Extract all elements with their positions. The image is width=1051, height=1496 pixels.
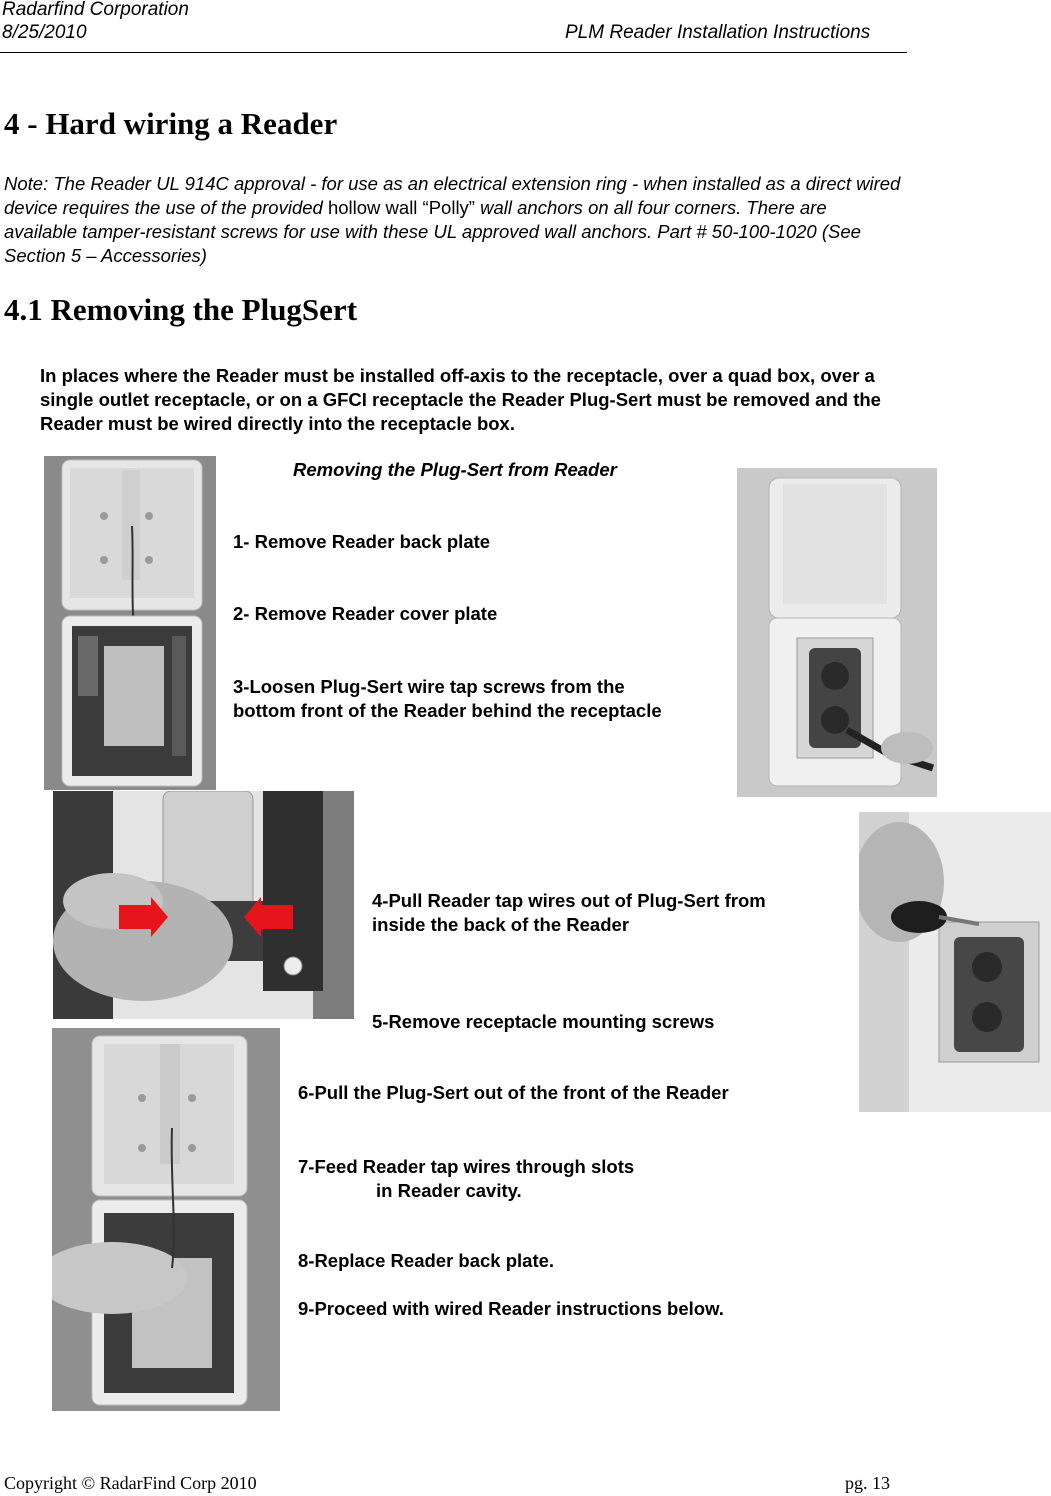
step-3-line1: 3-Loosen Plug-Sert wire tap screws from the bbox=[233, 676, 625, 697]
section-note bbox=[4, 172, 904, 268]
step-4-line1: 4-Pull Reader tap wires out of Plug-Sert from bbox=[372, 890, 766, 911]
header-date: 8/25/2010 bbox=[2, 22, 87, 43]
photo-reader-receptacle bbox=[737, 468, 937, 797]
step-5: 5-Remove receptacle mounting screws bbox=[372, 1011, 715, 1032]
step-7-line1: 7-Feed Reader tap wires through slots bbox=[298, 1156, 635, 1177]
step-8: 8-Replace Reader back plate. bbox=[298, 1250, 555, 1271]
subsection-intro: In places where the Reader must be installed off-axis to the receptacle, over a quad box, over a single outlet receptacle, or on a GFCI receptacle the Reader Plug-Sert must be removed and the Reader must be wired directly into the receptacle box. bbox=[40, 365, 881, 434]
photo-remove-receptacle-screws bbox=[859, 812, 1051, 1112]
figure-caption: Removing the Plug-Sert from Reader bbox=[293, 459, 617, 480]
section-title: 4 - Hard wiring a Reader bbox=[4, 106, 338, 141]
step-7-line2: in Reader cavity. bbox=[376, 1180, 522, 1201]
note-part2: wall anchors on all four corners. There are available tamper-resistant screws for use with these UL approved wall anchors. Part # 50-100-1020 (See Section 5 – Accessories) bbox=[4, 197, 861, 266]
step-6: 6-Pull the Plug-Sert out of the front of the Reader bbox=[298, 1082, 729, 1103]
footer-copyright: Copyright © RadarFind Corp 2010 bbox=[4, 1473, 257, 1493]
subsection-title: 4.1 Removing the PlugSert bbox=[4, 292, 358, 327]
photo-pull-tap-wires bbox=[53, 791, 354, 1019]
photo-reader-open bbox=[44, 456, 216, 790]
header-doc-title: PLM Reader Installation Instructions bbox=[565, 22, 871, 43]
photo-pull-plug-sert bbox=[52, 1028, 280, 1411]
note-part1: Note: The Reader UL 914C approval - for use as an electrical extension ring - when installed as a direct wired device requires the use of the provided bbox=[4, 173, 901, 218]
step-3-line2: bottom front of the Reader behind the receptacle bbox=[233, 700, 662, 721]
step-2: 2- Remove Reader cover plate bbox=[233, 603, 498, 624]
step-9: 9-Proceed with wired Reader instructions below. bbox=[298, 1298, 724, 1319]
header-rule bbox=[0, 52, 907, 53]
footer-page-number: pg. 13 bbox=[845, 1473, 890, 1493]
note-upright: hollow wall “Polly” bbox=[327, 197, 475, 218]
header-company: Radarfind Corporation bbox=[2, 0, 189, 20]
step-1: 1- Remove Reader back plate bbox=[233, 531, 491, 552]
step-4-line2: inside the back of the Reader bbox=[372, 914, 630, 935]
